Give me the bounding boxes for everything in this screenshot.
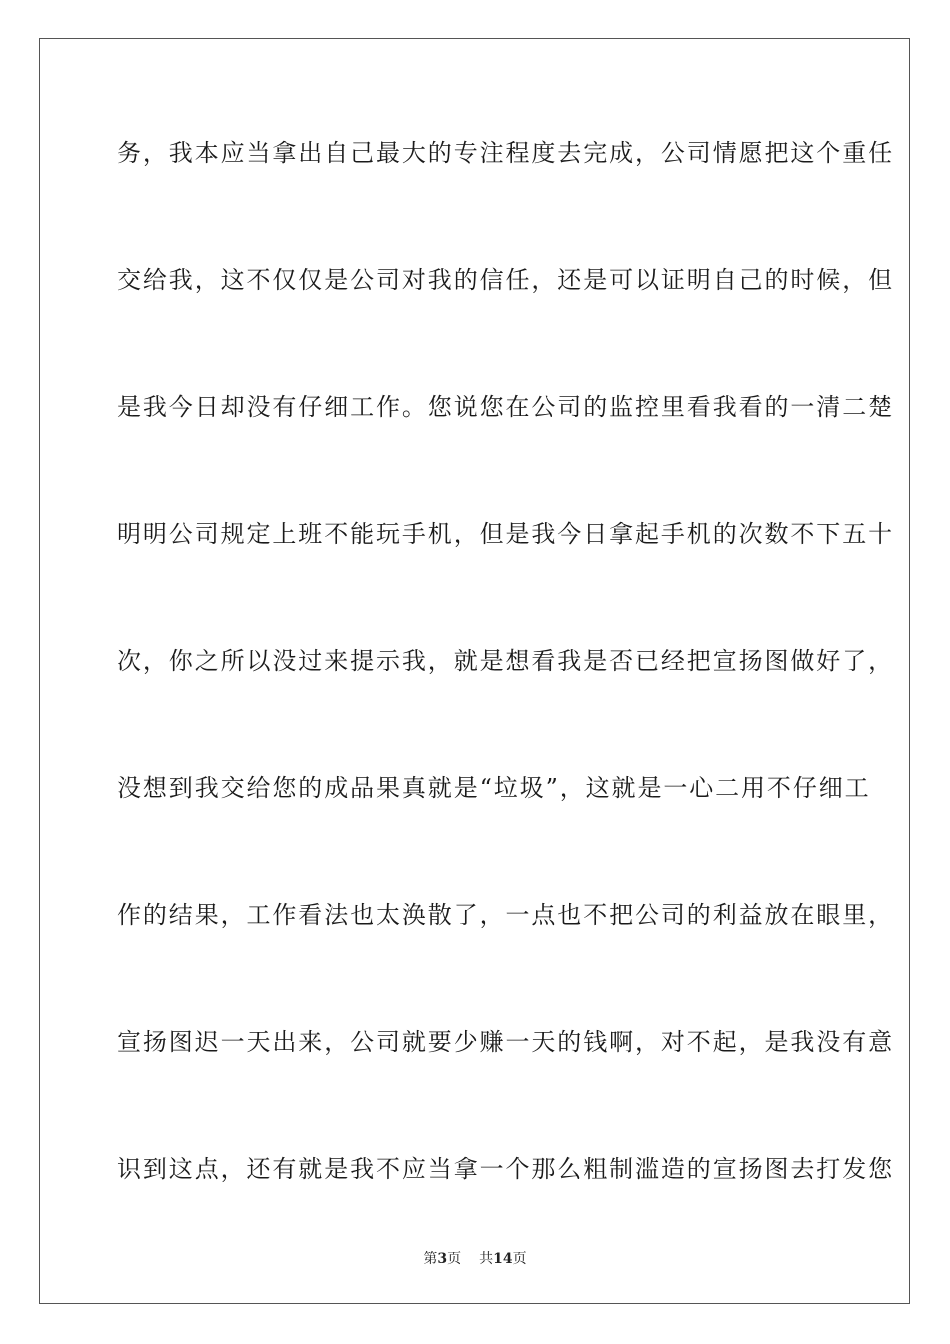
footer-total-suffix: 页 bbox=[512, 1251, 527, 1267]
text-line-7: 作的结果，工作看法也太涣散了，一点也不把公司的利益放在眼里， bbox=[117, 901, 894, 929]
text-line-6: 没想到我交给您的成品果真就是“垃圾”，这就是一心二用不仔细工 bbox=[117, 774, 871, 802]
text-line-3: 是我今日却没有仔细工作。您说您在公司的监控里看我看的一清二楚 bbox=[117, 393, 894, 421]
text-line-9: 识到这点，还有就是我不应当拿一个那么粗制滥造的宣扬图去打发您 bbox=[117, 1155, 894, 1183]
document-body bbox=[117, 128, 894, 1271]
footer-total-prefix: 共 bbox=[479, 1251, 494, 1267]
text-line-5: 次，你之所以没过来提示我，就是想看我是否已经把宣扬图做好了， bbox=[117, 647, 894, 675]
page-footer bbox=[0, 1248, 950, 1268]
text-line-4: 明明公司规定上班不能玩手机，但是我今日拿起手机的次数不下五十 bbox=[117, 520, 894, 548]
footer-page-number: 3 bbox=[437, 1251, 448, 1267]
text-line-8: 宣扬图迟一天出来，公司就要少赚一天的钱啊，对不起，是我没有意 bbox=[117, 1028, 894, 1056]
footer-total-pages: 14 bbox=[493, 1251, 513, 1267]
footer-page-suffix: 页 bbox=[447, 1251, 462, 1267]
text-line-2: 交给我，这不仅仅是公司对我的信任，还是可以证明自己的时候，但 bbox=[117, 266, 894, 294]
footer-page-prefix: 第 bbox=[423, 1251, 438, 1267]
text-line-1: 务，我本应当拿出自己最大的专注程度去完成，公司情愿把这个重任 bbox=[117, 139, 894, 167]
